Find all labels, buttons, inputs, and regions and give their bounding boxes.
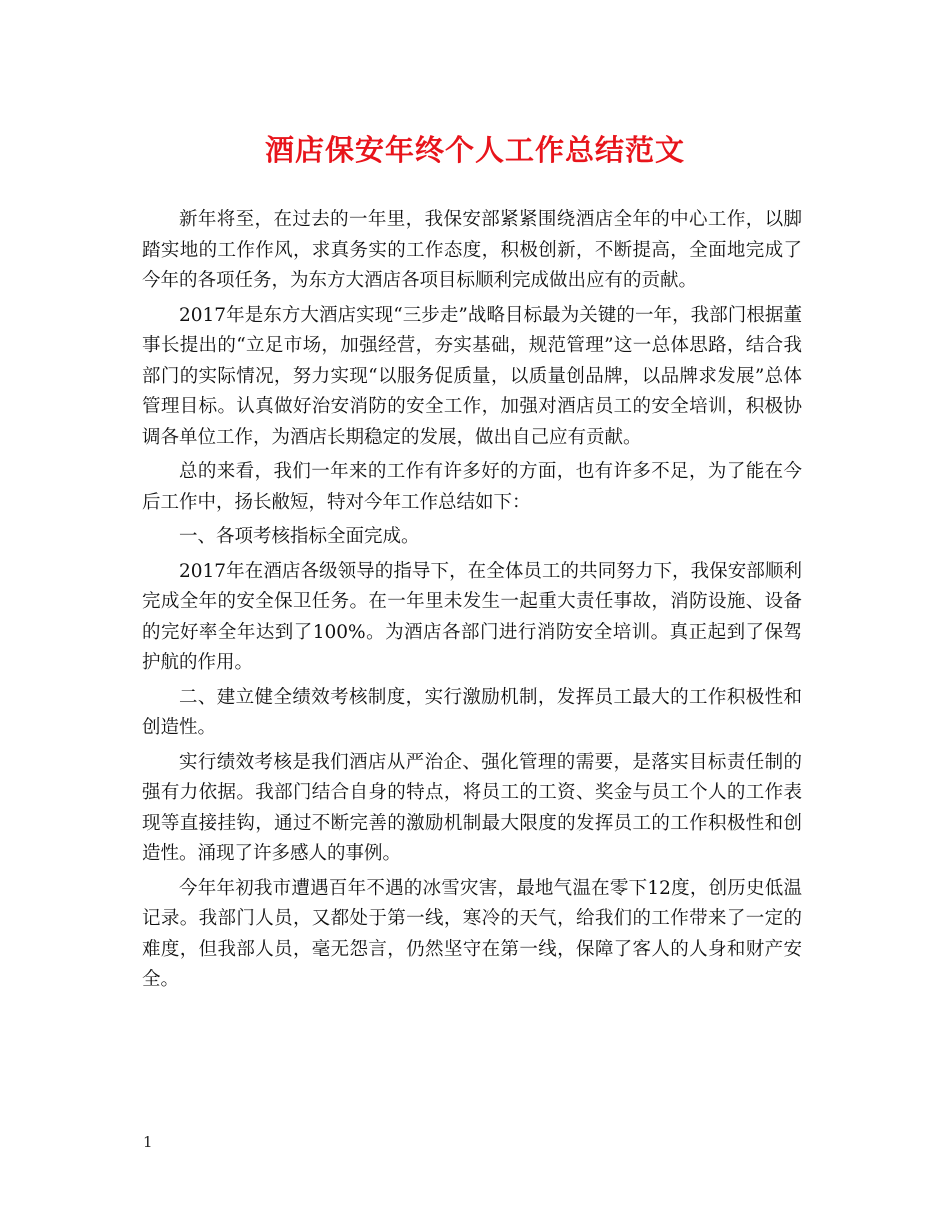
section-heading-2: 二、建立健全绩效考核制度，实行激励机制，发挥员工最大的工作积极性和创造性。: [142, 686, 802, 738]
paragraph-4: 2017年在酒店各级领导的指导下，在全体员工的共同努力下，我保安部顺利完成全年的安全保卫任务。在一年里未发生一起重大责任事故，消防设施、设备的完好率全年达到了100%。为酒店各部门进行消防安全培训。真正起到了保驾护航的作用。: [142, 560, 802, 673]
document-body: [142, 205, 802, 1000]
paragraph-1: 新年将至，在过去的一年里，我保安部紧紧围绕酒店全年的中心工作，以脚踏实地的工作作风，求真务实的工作态度，积极创新，不断提高，全面地完成了今年的各项任务，为东方大酒店各项目标顺利完成做出应有的贡献。: [142, 209, 802, 291]
document-title: 酒店保安年终个人工作总结范文: [264, 133, 685, 167]
page-number: 1: [143, 1133, 153, 1151]
paragraph-5: 实行绩效考核是我们酒店从严治企、强化管理的需要，是落实目标责任制的强有力依据。我部门结合自身的特点，将员工的工资、奖金与员工个人的工作表现等直接挂钩，通过不断完善的激励机制最大限度的发挥员工的工作积极性和创造性。涌现了许多感人的事例。: [142, 751, 802, 864]
section-heading-1: 一、各项考核指标全面完成。: [179, 526, 420, 547]
paragraph-3: 总的来看，我们一年来的工作有许多好的方面，也有许多不足，为了能在今后工作中，扬长敝短，特对今年工作总结如下：: [142, 461, 802, 513]
paragraph-6: 今年年初我市遭遇百年不遇的冰雪灾害，最地气温在零下12度，创历史低温记录。我部门人员，又都处于第一线，寒冷的天气，给我们的工作带来了一定的难度，但我部人员，毫无怨言，仍然坚守在第一线，保障了客人的人身和财产安全。: [142, 877, 802, 990]
paragraph-2: 2017年是东方大酒店实现“三步走”战略目标最为关键的一年，我部门根据董事长提出的“立足市场，加强经营，夯实基础，规范管理”这一总体思路，结合我部门的实际情况，努力实现“以服务促质量，以质量创品牌，以品牌求发展”总体管理目标。认真做好治安消防的安全工作，加强对酒店员工的安全培训，积极协调各单位工作，为酒店长期稳定的发展，做出自己应有贡献。: [142, 304, 802, 448]
